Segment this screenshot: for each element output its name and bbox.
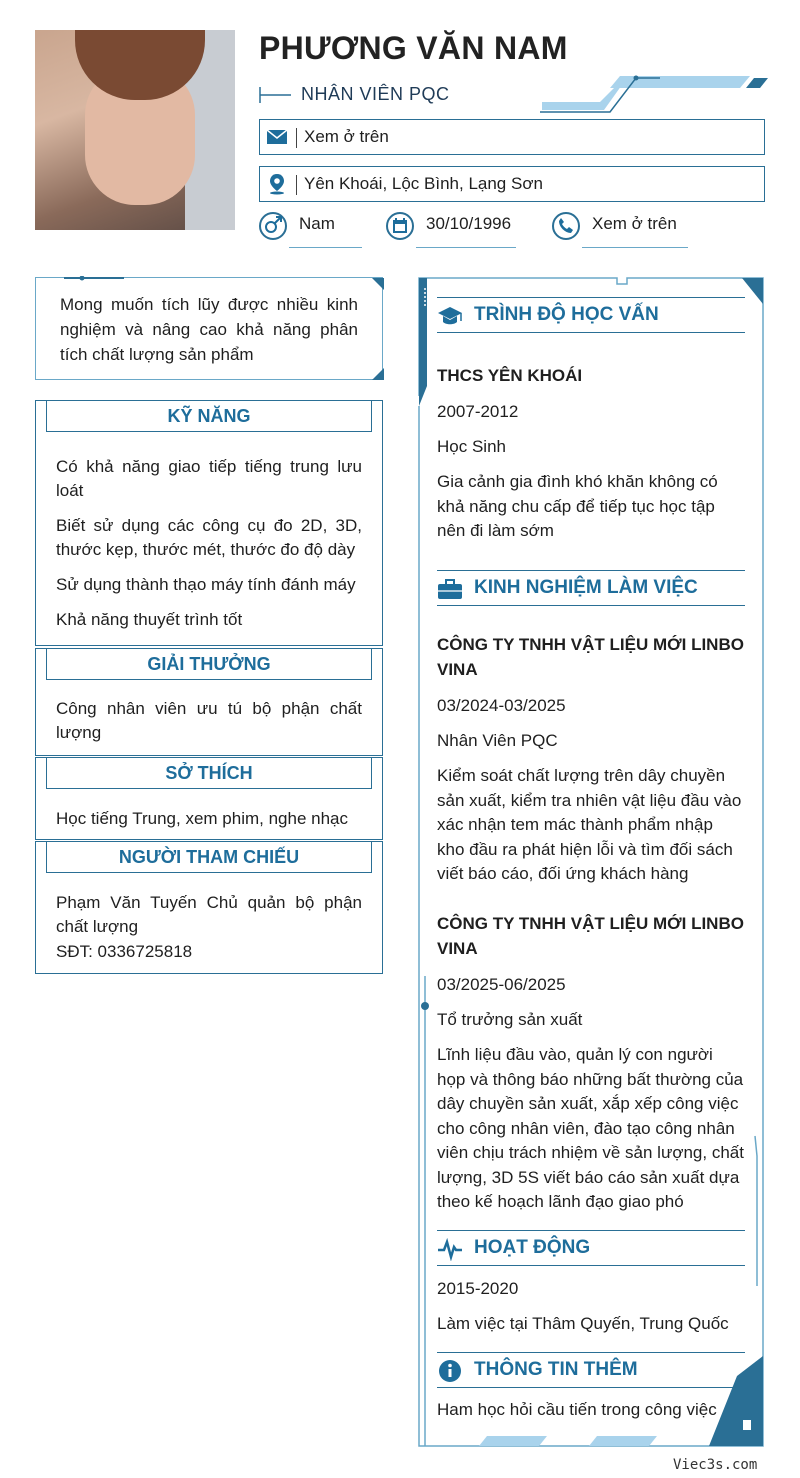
job-company: CÔNG TY TNHH VẬT LIỆU MỚI LINBO VINA bbox=[437, 914, 744, 958]
extra-info-heading bbox=[437, 1352, 745, 1388]
job-position: Tổ trưởng sản xuất bbox=[437, 1010, 583, 1029]
graduation-cap-icon bbox=[437, 304, 463, 328]
hobbies-heading: SỞ THÍCH bbox=[46, 757, 372, 789]
email-value: Xem ở trên bbox=[304, 127, 389, 146]
skill-item: Có khả năng giao tiếp tiếng trung lưu loát bbox=[56, 457, 362, 500]
job-description: Kiểm soát chất lượng trên dây chuyền sản xuất, kiểm tra nhiên vật liệu đầu vào xác nhận tem mác thành phẩm nhập kho đầu ra phát hiện lỗi và tìm đối sách viết báo cáo, đối ứng khách hàng bbox=[437, 766, 742, 883]
profile-photo bbox=[35, 30, 235, 230]
email-field bbox=[259, 119, 765, 155]
phone-info bbox=[552, 208, 702, 252]
job-position: Nhân Viên PQC bbox=[437, 731, 558, 750]
pulse-icon bbox=[437, 1237, 463, 1261]
job-company: CÔNG TY TNHH VẬT LIỆU MỚI LINBO VINA bbox=[437, 635, 744, 679]
awards-section bbox=[35, 648, 383, 756]
experience-heading bbox=[437, 570, 745, 606]
references-heading: NGƯỜI THAM CHIẾU bbox=[46, 841, 372, 873]
education-title: TRÌNH ĐỘ HỌC VẤN bbox=[474, 304, 659, 325]
circuit-decoration bbox=[540, 74, 770, 114]
job-description: Lĩnh liệu đầu vào, quản lý con người họp và thông báo những bất thường của dây chuyền sản xuất, xắp xếp công việc cho công nhân viên, đào tạo công nhân viên chịu trách nhiệm về sản lượng, chất lượng, 3D 5S viết báo cáo sản xuất dựa theo kế hoạch lãnh đạo giao phó bbox=[437, 1045, 744, 1211]
extra-info-title: THÔNG TIN THÊM bbox=[474, 1359, 638, 1380]
school-name: THCS YÊN KHOÁI bbox=[437, 366, 583, 385]
role-line-icon bbox=[259, 86, 291, 104]
briefcase-icon bbox=[437, 577, 463, 601]
address-value: Yên Khoái, Lộc Bình, Lạng Sơn bbox=[304, 174, 543, 193]
phone-icon bbox=[552, 212, 580, 240]
dob-value: 30/10/1996 bbox=[426, 214, 512, 233]
gender-icon bbox=[259, 212, 287, 240]
skills-heading: KỸ NĂNG bbox=[46, 400, 372, 432]
education-period: 2007-2012 bbox=[437, 402, 519, 421]
phone-value: Xem ở trên bbox=[592, 214, 677, 233]
skill-item: Biết sử dụng các công cụ đo 2D, 3D, thước kẹp, thước mét, thước đo độ dày bbox=[56, 516, 362, 559]
candidate-name: PHƯƠNG VĂN NAM bbox=[259, 30, 568, 66]
extra-info-description: Ham học hỏi cầu tiến trong công việc bbox=[437, 1400, 717, 1419]
envelope-icon bbox=[266, 126, 288, 148]
hobby-item: Học tiếng Trung, xem phim, nghe nhạc bbox=[56, 809, 348, 828]
job-period: 03/2025-06/2025 bbox=[437, 975, 566, 994]
education-description: Gia cảnh gia đình khó khăn không có khả năng chu cấp để tiếp tục học tập nên đi làm sớm bbox=[437, 472, 718, 540]
info-icon bbox=[437, 1359, 463, 1383]
gender-value: Nam bbox=[299, 214, 335, 233]
address-field bbox=[259, 166, 765, 202]
references-section bbox=[35, 841, 383, 974]
objective-box bbox=[35, 277, 383, 380]
experience-title: KINH NGHIỆM LÀM VIỆC bbox=[474, 577, 698, 598]
skill-item: Khả năng thuyết trình tốt bbox=[56, 610, 243, 629]
skills-section bbox=[35, 400, 383, 646]
activities-heading bbox=[437, 1230, 745, 1266]
hobbies-section bbox=[35, 757, 383, 840]
skill-item: Sử dụng thành thạo máy tính đánh máy bbox=[56, 575, 356, 594]
calendar-icon bbox=[386, 212, 414, 240]
footer-watermark: Viec3s.com bbox=[673, 1457, 758, 1473]
reference-phone: SĐT: 0336725818 bbox=[56, 942, 193, 961]
award-item: Công nhân viên ưu tú bộ phận chất lượng bbox=[56, 699, 362, 742]
education-heading bbox=[437, 297, 745, 333]
gender-info bbox=[259, 208, 379, 252]
activities-title: HOẠT ĐỘNG bbox=[474, 1237, 591, 1258]
job-title: NHÂN VIÊN PQC bbox=[301, 84, 450, 104]
job-period: 03/2024-03/2025 bbox=[437, 696, 566, 715]
activities-period: 2015-2020 bbox=[437, 1279, 519, 1298]
objective-text: Mong muốn tích lũy được nhiều kinh nghiệm và nâng cao khả năng phân tích chất lượng sản phẩm bbox=[60, 295, 358, 364]
education-role: Học Sinh bbox=[437, 437, 506, 456]
location-pin-icon bbox=[266, 173, 288, 195]
awards-heading: GIẢI THƯỞNG bbox=[46, 648, 372, 680]
activities-description: Làm việc tại Thâm Quyến, Trung Quốc bbox=[437, 1314, 729, 1333]
reference-text: Phạm Văn Tuyến Chủ quản bộ phận chất lượng bbox=[56, 893, 362, 936]
dob-info bbox=[386, 208, 536, 252]
